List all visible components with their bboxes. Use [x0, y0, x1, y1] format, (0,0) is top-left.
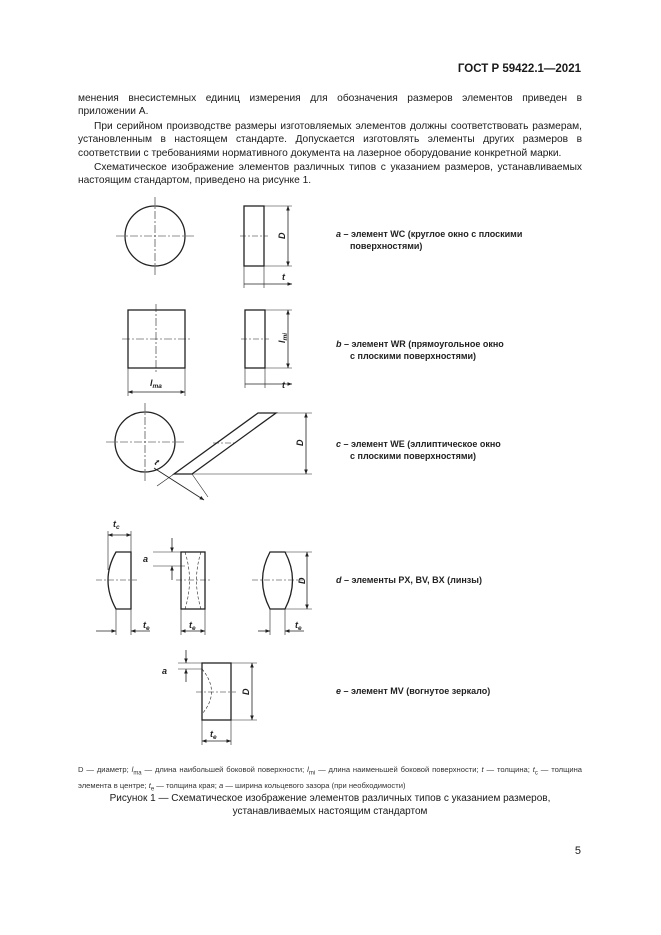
- element-lenses-drawing: [96, 531, 312, 635]
- dim-d-e: D: [241, 688, 251, 695]
- element-wr-drawing: [122, 304, 292, 396]
- figure-legend: D — диаметр; $l_{ma}$ — длина наибольшей боковой поверхности; $l_{mi}$ — длина наименьшей боковой поверхности; t — толщина; $t_c$ — толщина элемента в центре; $t_e$ — толщина края; a — ширина кольцевого зазора (при необходимости): [78, 765, 582, 793]
- element-we-drawing: [106, 403, 312, 500]
- dim-d-c: D: [295, 439, 305, 446]
- dim-t-a: t: [282, 272, 285, 282]
- paragraph-3: Схематическое изображение элементов различных типов с указанием размеров, устанавливаемых настоящим стандартом, приведено на рисунке 1.: [78, 162, 582, 187]
- label-element-lenses: d – элементы PX, BV, BX (линзы): [336, 575, 482, 585]
- dim-d-d: D: [297, 577, 307, 584]
- dim-tc: $t_c$: [113, 519, 120, 531]
- label-element-mv: e – элемент MV (вогнутое зеркало): [336, 686, 491, 696]
- page-number: 5: [574, 845, 581, 857]
- dim-te-1: $t_e$: [143, 620, 150, 632]
- dim-te-e: $t_e$: [210, 729, 217, 741]
- dim-lma: $l_{ma}$: [150, 378, 162, 390]
- dim-a-d: a: [143, 554, 149, 564]
- dim-lmi: $l_{mi}$: [277, 332, 289, 343]
- dim-te-2: $t_e$: [189, 620, 196, 632]
- dim-t-c: t: [152, 457, 161, 468]
- figure-caption: Рисунок 1 — Схематическое изображение элементов различных типов с указанием размеров, устанавливаемых настоящим стандартом: [109, 793, 551, 817]
- label-element-we: c – элемент WE (эллиптическое окно с плоскими поверхностями): [336, 439, 501, 461]
- dim-a-e: a: [162, 666, 168, 676]
- element-wc-drawing: [116, 197, 292, 288]
- dim-te-3: $t_e$: [295, 620, 302, 632]
- document-header: ГОСТ Р 59422.1—2021: [457, 63, 581, 75]
- element-mv-drawing: [178, 650, 257, 745]
- dim-t-b: t: [282, 380, 285, 390]
- paragraph-1: менения внесистемных единиц измерения для обозначения размеров элементов приведен в приложении А.: [78, 93, 582, 118]
- dimension-labels: [113, 232, 307, 741]
- label-element-wr: b – элемент WR (прямоугольное окно с плоскими поверхностями): [336, 339, 504, 361]
- dim-d-a: D: [277, 232, 287, 239]
- paragraph-2: При серийном производстве размеры изготовляемых элементов должны соответствовать размерам, установленным в настоящем стандарте. Допускается изготовлять элементы других размеров в соответствии с требованиями нормативного документа на лазерное оборудование конкретной марки.: [78, 120, 582, 159]
- label-element-wc: a – элемент WC (круглое окно с плоскими поверхностями): [336, 229, 523, 251]
